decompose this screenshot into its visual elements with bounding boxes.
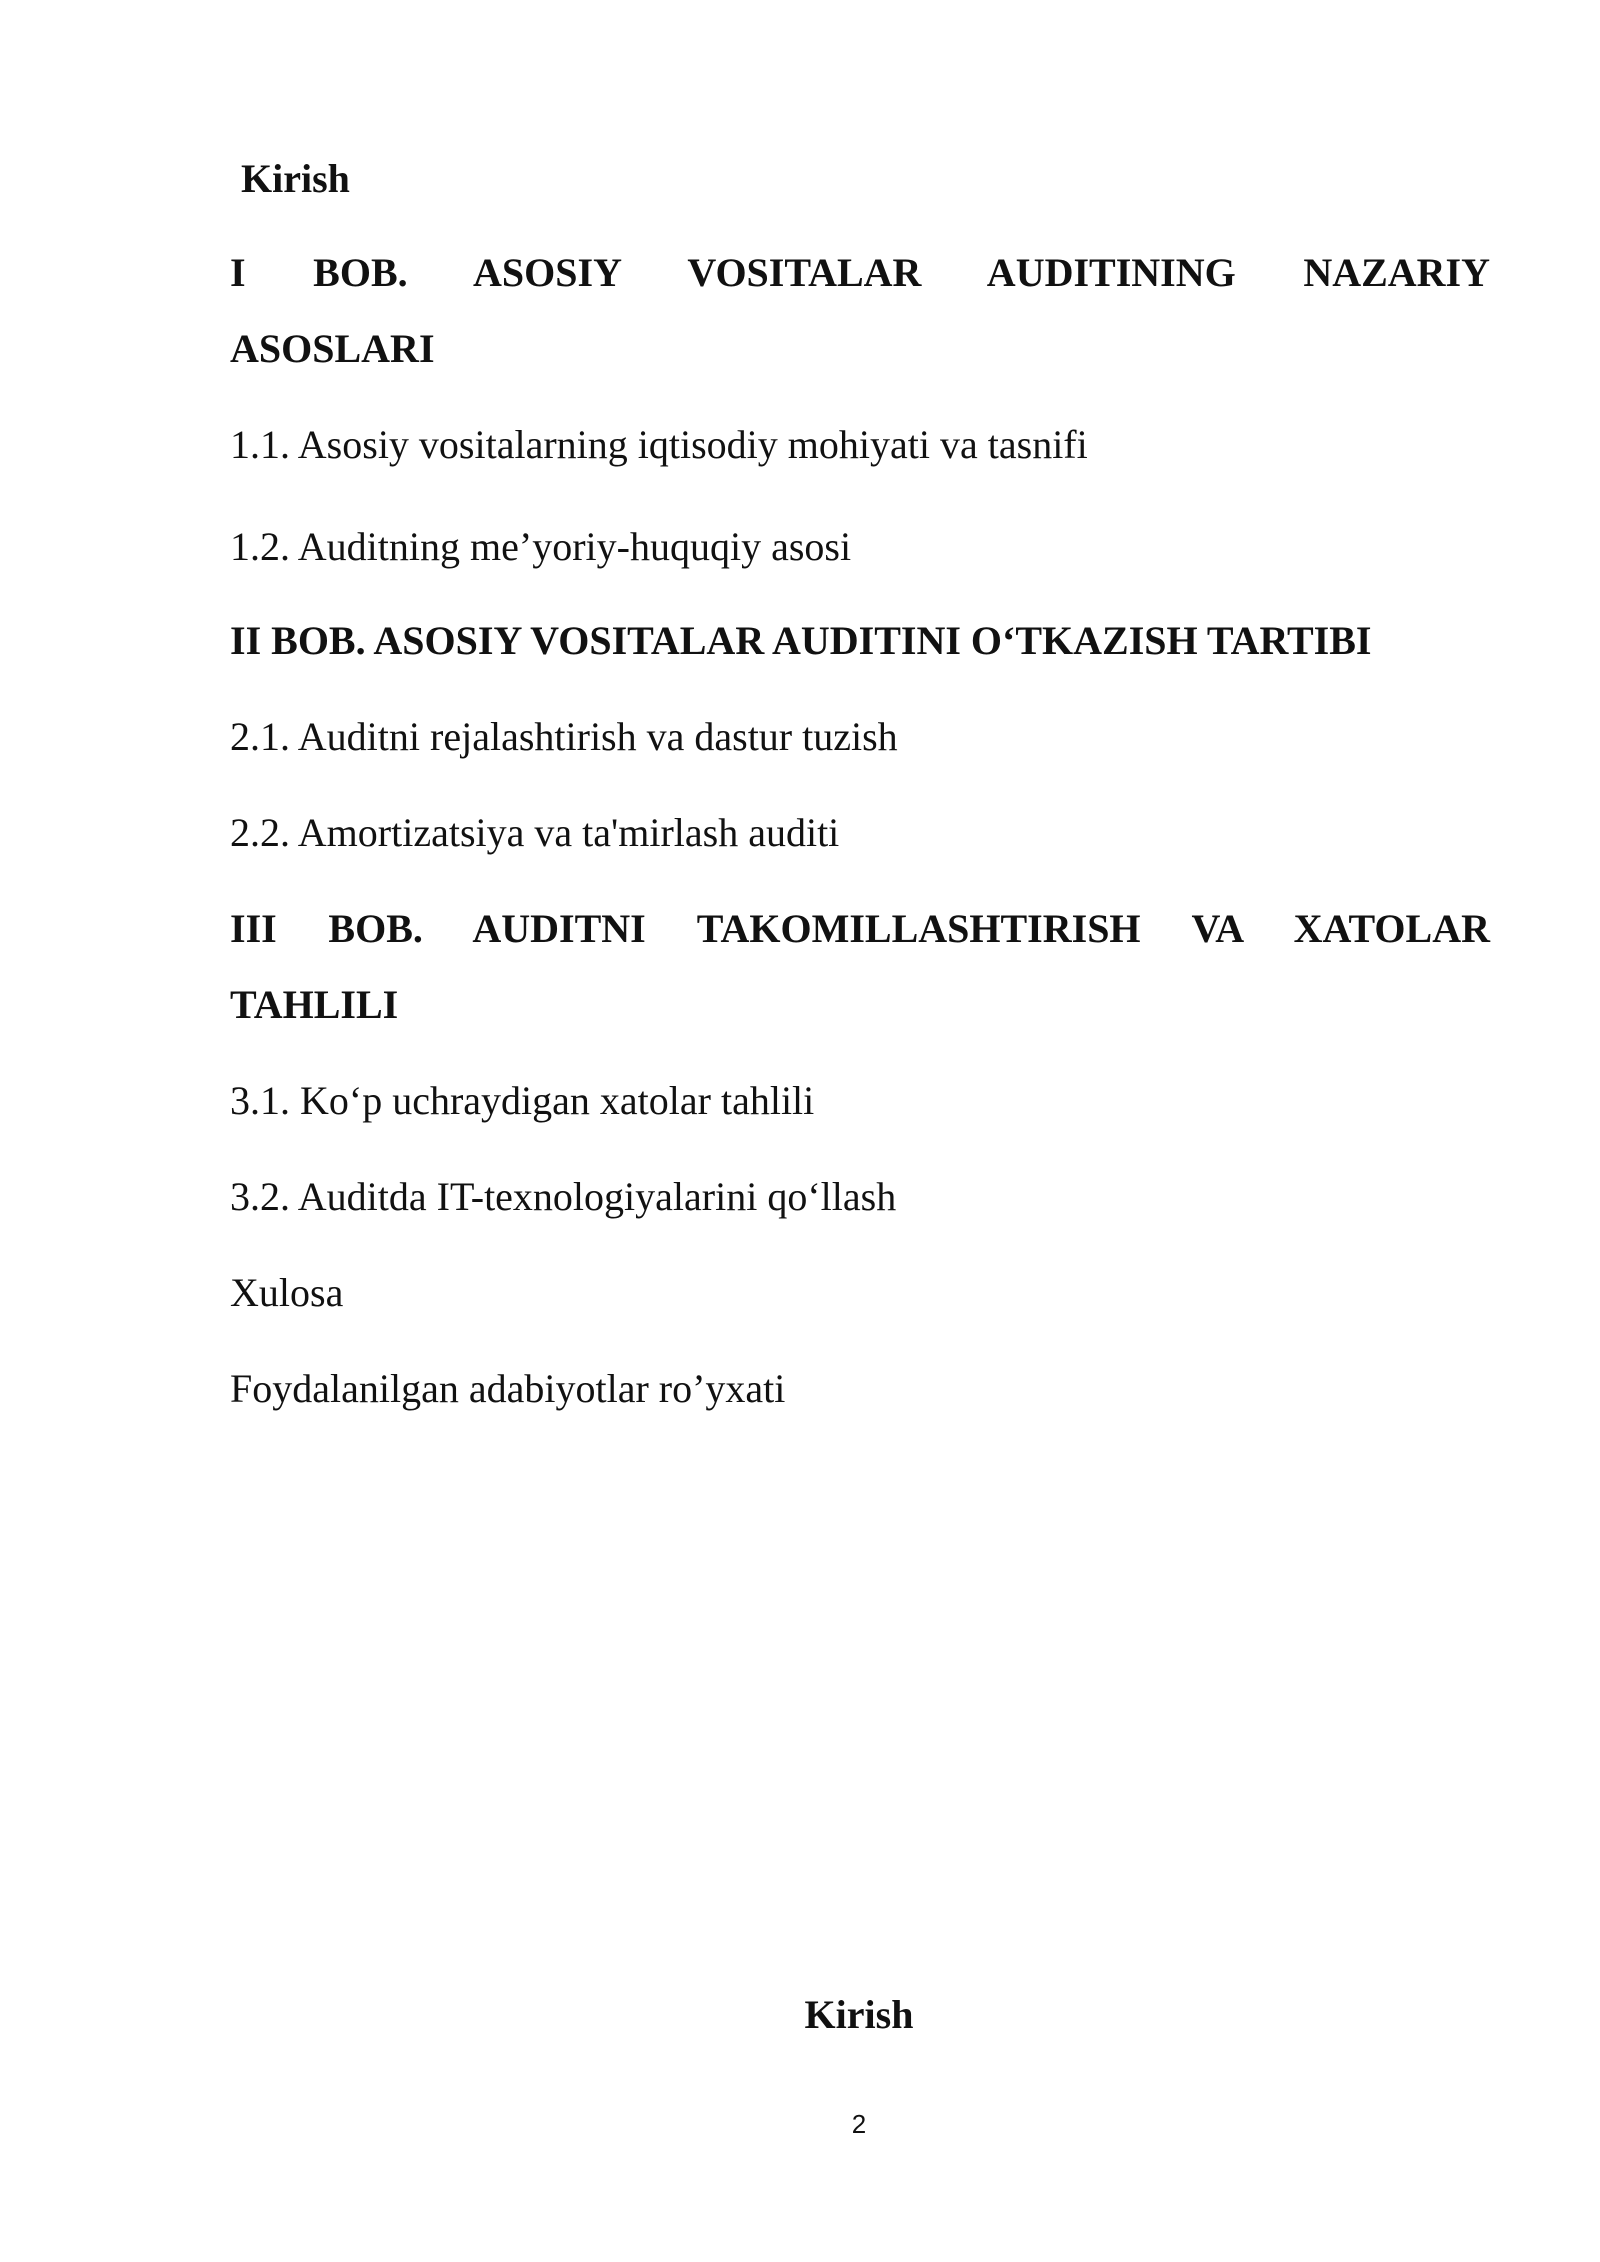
page-number: 2 [851,2109,867,2139]
toc-item-1-1: 1.1. Asosiy vositalarning iqtisodiy mohiyati va tasnifi [230,422,1088,467]
toc-references: Foydalanilgan adabiyotlar ro’yxati [230,1366,786,1411]
toc-chapter-3-title-line-1: III BOB. AUDITNI TAKOMILLASHTIRISH VA XATOLAR [230,906,1490,951]
toc-intro: Kirish [241,156,350,201]
section-heading-intro: Kirish [804,1992,914,2037]
toc-item-2-1: 2.1. Auditni rejalashtirish va dastur tuzish [230,714,898,759]
toc-item-3-2: 3.2. Auditda IT-texnologiyalarini qo‘llash [230,1174,897,1219]
toc-chapter-1-title-line-1: I BOB. ASOSIY VOSITALAR AUDITINING NAZARIY [230,250,1490,295]
toc-conclusion: Xulosa [230,1270,344,1315]
toc-chapter-3-title-line-2: TAHLILI [230,982,399,1027]
toc-item-1-2: 1.2. Auditning me’yoriy-huquqiy asosi [230,524,852,569]
toc-chapter-1-title-line-2: ASOSLARI [230,326,435,371]
toc-item-3-1: 3.1. Ko‘p uchraydigan xatolar tahlili [230,1078,815,1123]
toc-chapter-2-title: II BOB. ASOSIY VOSITALAR AUDITINI O‘TKAZISH TARTIBI [230,618,1372,663]
toc-item-2-2: 2.2. Amortizatsiya va ta'mirlash auditi [230,810,840,855]
